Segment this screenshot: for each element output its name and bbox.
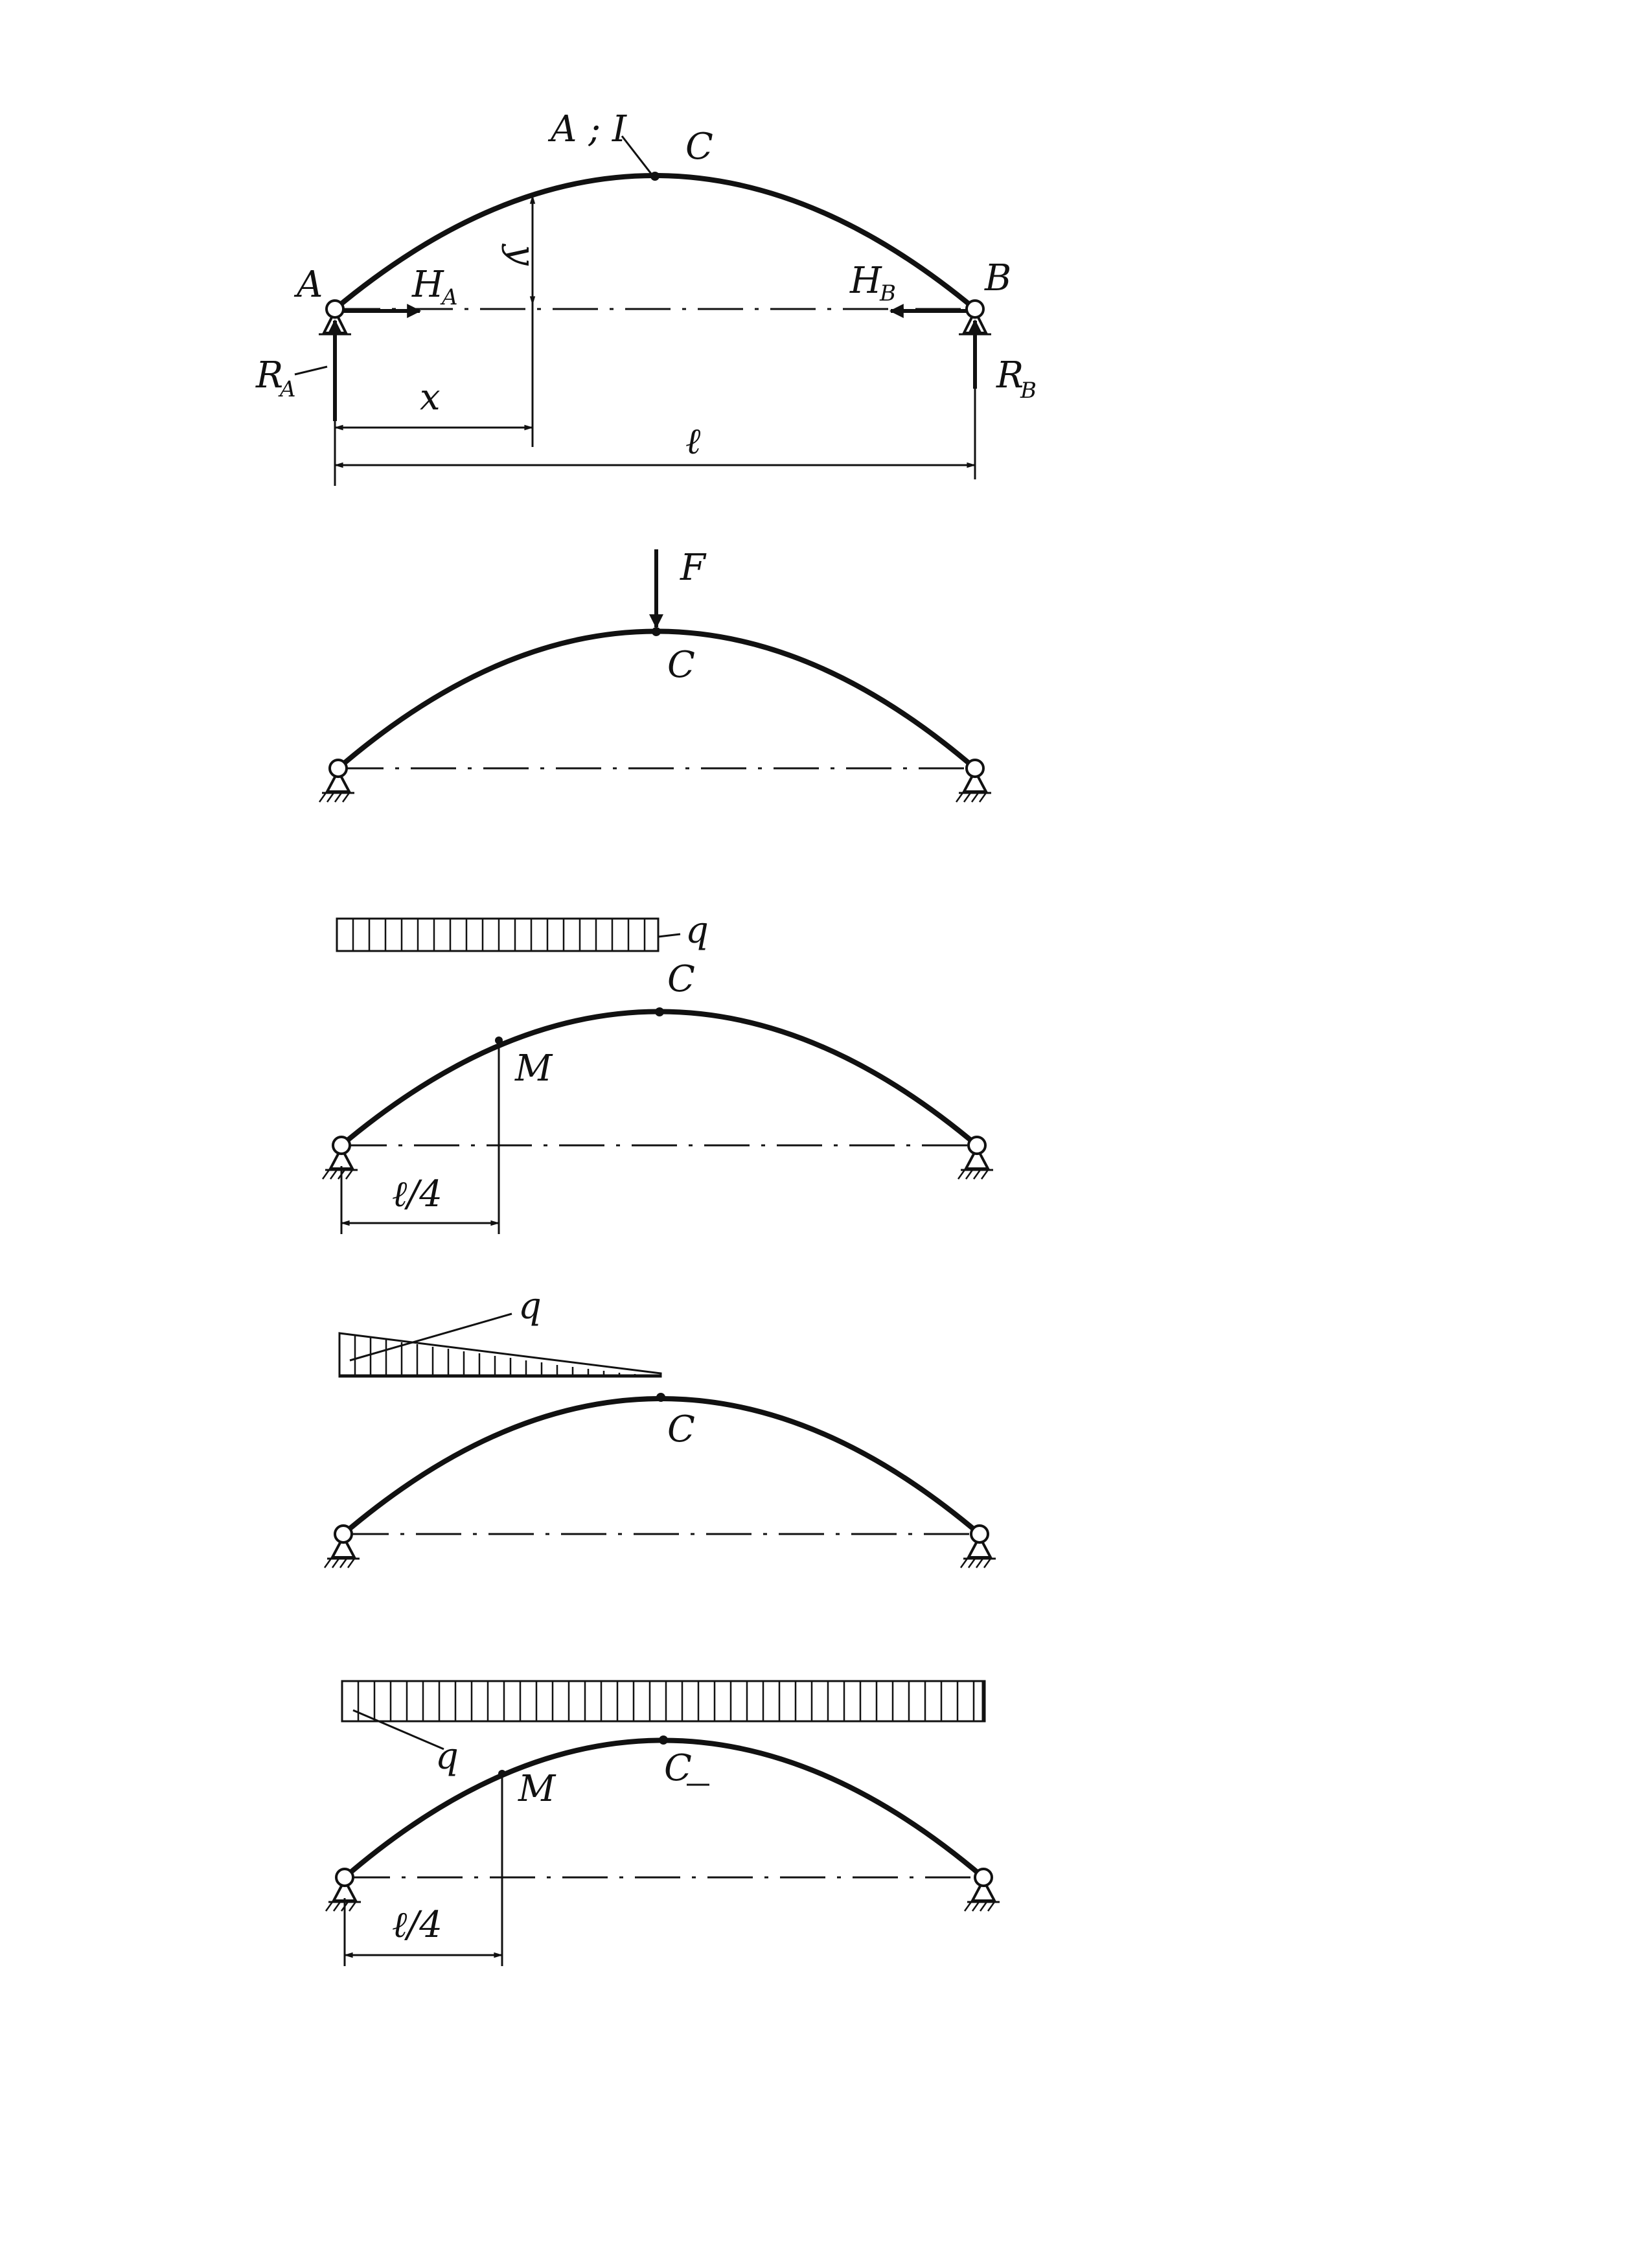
reaction-ra-sub: A — [280, 376, 296, 402]
load-q-label: q — [518, 1285, 542, 1327]
diagram-4-triangular-load — [325, 1285, 996, 1568]
dimension-span-label: ℓ — [685, 420, 701, 463]
ordinate-y-label: y — [501, 245, 543, 266]
support-a — [325, 1526, 360, 1568]
distributed-load-triangular — [339, 1333, 661, 1377]
distributed-load-uniform — [337, 919, 658, 951]
crown-label: C — [667, 644, 695, 686]
support-b-label: B — [985, 257, 1012, 299]
reaction-rb-label: R — [996, 354, 1024, 396]
diagram-2-point-load — [319, 547, 991, 802]
crown-point — [659, 1735, 668, 1745]
crown-point — [652, 627, 661, 636]
crown-label: C — [685, 126, 713, 168]
crown-point — [656, 1393, 665, 1402]
load-q-label: q — [435, 1735, 459, 1778]
crown-point — [655, 1007, 664, 1016]
support-a-label: A — [297, 264, 323, 306]
support-a — [319, 760, 354, 802]
dimension-quarter-span-label: ℓ/4 — [392, 1904, 442, 1946]
section-point-m-label: M — [518, 1768, 556, 1810]
thrust-hb-label: H — [850, 260, 882, 302]
distributed-load-uniform — [342, 1681, 985, 1721]
arch-curve — [343, 1399, 980, 1534]
dimension-quarter-span-label: ℓ/4 — [392, 1173, 442, 1215]
reaction-rb-sub: B — [1020, 378, 1037, 404]
arch-curve — [341, 1012, 977, 1146]
reaction-ra-label: R — [256, 354, 284, 396]
diagram-3-half-span-udl — [323, 910, 993, 1234]
support-b — [965, 1869, 1000, 1911]
thrust-hb-sub: B — [880, 281, 896, 306]
force-f-label: F — [680, 547, 706, 589]
crown-label: C — [667, 958, 695, 1000]
dimension-x-label: x — [420, 376, 441, 418]
crown-label: C — [667, 1408, 695, 1450]
diagram-1-arch-reactions — [255, 108, 1037, 486]
support-a — [323, 1137, 358, 1179]
support-a — [326, 1869, 361, 1911]
support-b — [958, 1137, 993, 1179]
support-b — [956, 760, 991, 802]
diagram-5-full-span-udl — [326, 1681, 1000, 1966]
support-b — [961, 1526, 996, 1568]
thrust-ha-label: H — [412, 264, 444, 306]
thrust-ha-sub: A — [442, 284, 458, 310]
section-point-m-label: M — [515, 1048, 553, 1090]
crown-label: C — [664, 1747, 692, 1789]
load-q-label: q — [685, 910, 709, 952]
section-label: A ; I — [551, 108, 627, 150]
arch-curve — [338, 632, 975, 769]
